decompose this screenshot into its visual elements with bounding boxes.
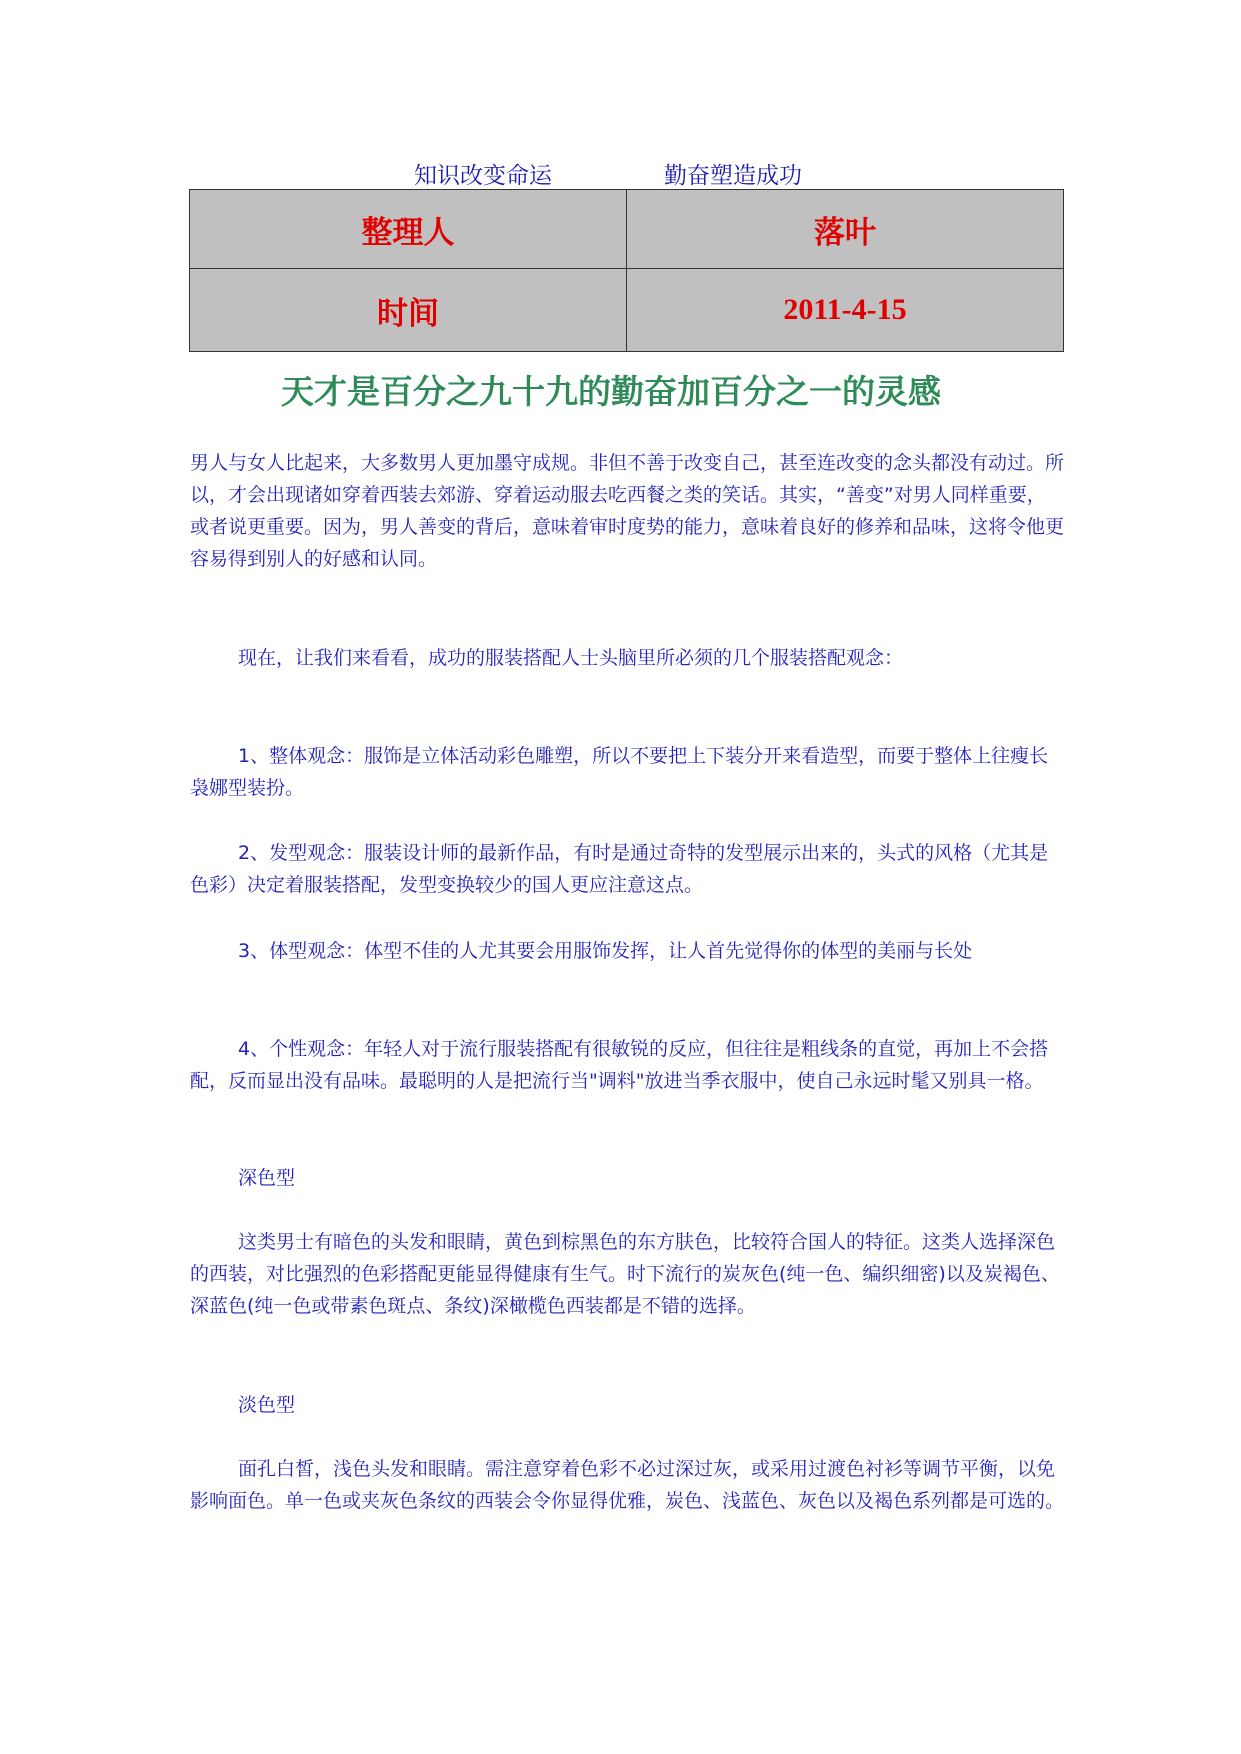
organizer-label: 整理人 (190, 190, 627, 269)
light-type-heading: 淡色型 (238, 1394, 296, 1416)
concept-3-text: 3、体型观念：体型不佳的人尤其要会用服饰发挥，让人首先觉得你的体型的美丽与长处 (238, 940, 973, 962)
dark-type-heading: 深色型 (238, 1167, 296, 1189)
concept-paragraph-3 (190, 935, 1064, 967)
info-row-time (190, 269, 1064, 352)
intro-text: 男人与女人比起来，大多数男人更加墨守成规。非但不善于改变自己，甚至连改变的念头都没有动过。所以，才会出现诸如穿着西装去郊游、穿着运动服去吃西餐之类的笑话。其实，“善变”对男人同样重要，或者说更重要。因为，男人善变的背后，意味着审时度势的能力，意味着良好的修养和品味，这将令他更容易得到别人的好感和认同。 (190, 452, 1065, 570)
concept-2-text: 2、发型观念：服装设计师的最新作品，有时是通过奇特的发型展示出来的，头式的风格（尤其是色彩）决定着服装搭配，发型变换较少的国人更应注意这点。 (190, 842, 1049, 896)
headline: 天才是百分之九十九的勤奋加百分之一的灵感 (281, 372, 941, 411)
concept-paragraph-2 (190, 837, 1064, 901)
dark-type-text: 这类男士有暗色的头发和眼睛，黄色到棕黑色的东方肤色，比较符合国人的特征。这类人选择深色的西装，对比强烈的色彩搭配更能显得健康有生气。时下流行的炭灰色(纯一色、编织细密)以及炭褐色、深蓝色(纯一色或带素色斑点、条纹)深橄榄色西装都是不错的选择。 (190, 1231, 1060, 1317)
time-value: 2011-4-15 (627, 269, 1064, 352)
light-type-text: 面孔白皙，浅色头发和眼睛。需注意穿着色彩不必过深过灰，或采用过渡色衬衫等调节平衡，以免影响面色。单一色或夹灰色条纹的西装会令你显得优雅，炭色、浅蓝色、灰色以及褐色系列都是可选的。 (190, 1458, 1065, 1512)
concept-1-text: 1、整体观念：服饰是立体活动彩色雕塑，所以不要把上下装分开来看造型，而要于整体上往瘦长袅娜型装扮。 (190, 745, 1049, 799)
organizer-value: 落叶 (627, 190, 1064, 269)
concept-paragraph-1 (190, 740, 1064, 804)
motto-left: 知识改变命运 (414, 163, 552, 189)
lead-paragraph (190, 642, 1064, 674)
concept-paragraph-4 (190, 1033, 1064, 1097)
lead-text: 现在，让我们来看看，成功的服装搭配人士头脑里所必须的几个服装搭配观念： (238, 647, 904, 669)
dark-type-paragraph (190, 1226, 1064, 1322)
motto-right: 勤奋塑造成功 (664, 163, 802, 189)
light-type-paragraph (190, 1453, 1064, 1517)
intro-paragraph (190, 447, 1064, 575)
motto-line (414, 157, 802, 190)
info-table (189, 189, 1064, 352)
time-label: 时间 (190, 269, 627, 352)
concept-4-text: 4、个性观念：年轻人对于流行服装搭配有很敏锐的反应，但往往是粗线条的直觉，再加上不会搭配，反而显出没有品味。最聪明的人是把流行当"调料"放进当季衣服中，使自己永远时髦又别具一格。 (190, 1038, 1049, 1092)
info-row-organizer (190, 190, 1064, 269)
